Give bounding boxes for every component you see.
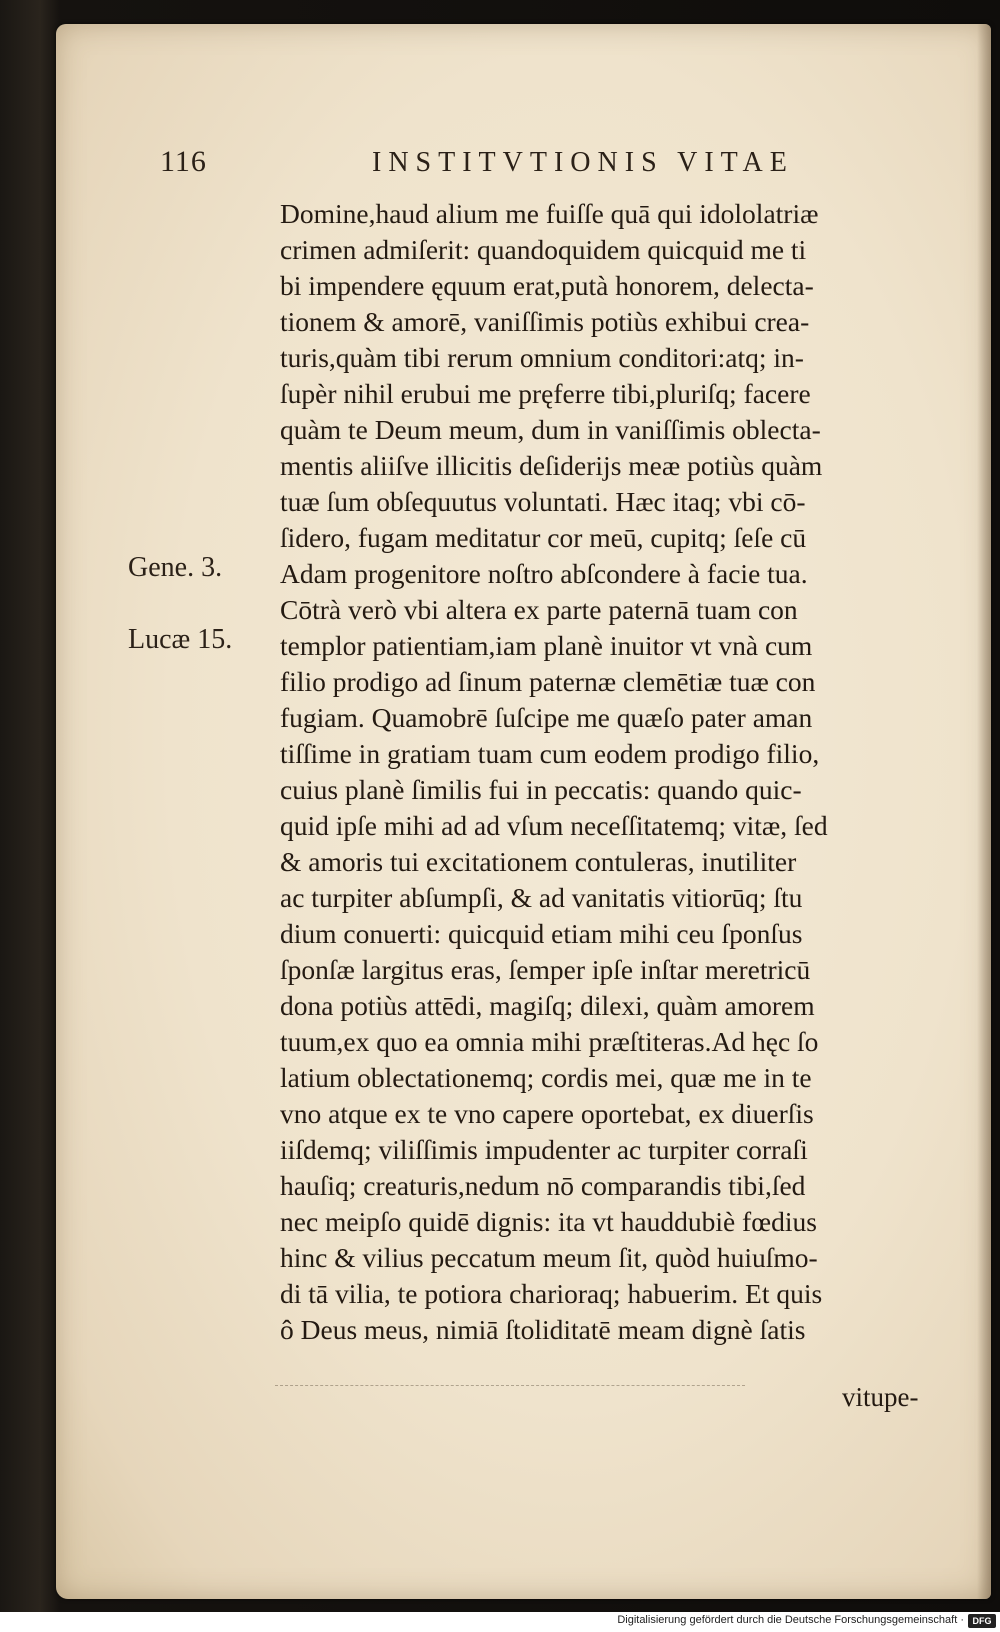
text-line: tuum,ex quo ea omnia mihi præſtiteras.Ad hęc ſo bbox=[280, 1026, 819, 1057]
text-line: ſupèr nihil erubui me pręferre tibi,pluriſq; facere bbox=[280, 378, 811, 409]
text-line: ſidero, fugam meditatur cor meū, cupitq; ſeſe cū bbox=[280, 522, 807, 553]
text-line: dium conuerti: quicquid etiam mihi ceu ſponſus bbox=[280, 918, 803, 949]
text-line: dona potiùs attēdi, magiſq; dilexi, quàm amorem bbox=[280, 990, 815, 1021]
margin-note-genesis: Gene. 3. bbox=[128, 552, 223, 583]
text-line: ô Deus meus, nimiā ſtoliditatē meam dignè ſatis bbox=[280, 1314, 806, 1345]
text-line: mentis aliiſve illicitis deſiderijs meæ potiùs quàm bbox=[280, 450, 823, 481]
page-edge-shadow bbox=[977, 24, 991, 1599]
text-line: nec meipſo quidē dignis: ita vt hauddubiè fœdius bbox=[280, 1206, 817, 1237]
text-line: Domine,haud alium me fuiſſe quā qui idololatriæ bbox=[280, 198, 819, 229]
text-line: tionem & amorē, vaniſſimis potiùs exhibui crea- bbox=[280, 306, 810, 337]
text-line: turis,quàm tibi rerum omnium conditori:atq; in- bbox=[280, 342, 804, 373]
text-line: ſponſæ largitus eras, ſemper ipſe inſtar meretricū bbox=[280, 954, 811, 985]
text-line: hinc & vilius peccatum meum ſit, quòd huiuſmo- bbox=[280, 1242, 818, 1273]
text-line: crimen admiſerit: quandoquidem quicquid me ti bbox=[280, 234, 807, 265]
text-line: latium oblectationemq; cordis mei, quæ me in te bbox=[280, 1062, 812, 1093]
text-line: fugiam. Quamobrē ſuſcipe me quæſo pater aman bbox=[280, 702, 813, 733]
text-line: ac turpiter abſumpſi, & ad vanitatis vitiorūq; ſtu bbox=[280, 882, 803, 913]
page-number: 116 bbox=[160, 145, 207, 178]
running-head: INSTITVTIONIS VITAE bbox=[372, 147, 794, 178]
text-line: bi impendere ęquum erat,putà honorem, delecta- bbox=[280, 270, 814, 301]
catchword: vitupe- bbox=[842, 1382, 919, 1412]
margin-note-luke: Lucæ 15. bbox=[128, 624, 233, 655]
text-line: di tā vilia, te potiora charioraq; habuerim. Et quis bbox=[280, 1278, 823, 1309]
text-line: & amoris tui excitationem contuleras, inutiliter bbox=[280, 846, 797, 877]
text-line: vno atque ex te vno capere oportebat, ex diuerſis bbox=[280, 1098, 814, 1129]
text-line: Adam progenitore noſtro abſcondere à facie tua. bbox=[280, 558, 808, 589]
text-line: Cōtrà verò vbi altera ex parte paternā tuam con bbox=[280, 594, 798, 625]
text-line: tuæ ſum obſequutus voluntati. Hæc itaq; vbi cō- bbox=[280, 486, 806, 517]
body-text bbox=[280, 196, 960, 1348]
footer-credit: Digitalisierung gefördert durch die Deutsche Forschungsgemeinschaft · bbox=[617, 1614, 964, 1626]
text-line: quid ipſe mihi ad ad vſum neceſſitatemq; vitæ, ſed bbox=[280, 810, 828, 841]
text-line: templor patientiam,iam planè inuitor vt vnà cum bbox=[280, 630, 813, 661]
text-line: cuius planè ſimilis fui in peccatis: quando quic- bbox=[280, 774, 802, 805]
text-line: tiſſime in gratiam tuam cum eodem prodigo filio, bbox=[280, 738, 820, 769]
text-line: iiſdemq; viliſſimis impudenter ac turpiter corraſi bbox=[280, 1134, 808, 1165]
text-line: filio prodigo ad ſinum paternæ clemētiæ tuæ con bbox=[280, 666, 816, 697]
text-line: quàm te Deum meum, dum in vaniſſimis oblecta- bbox=[280, 414, 821, 445]
text-line: hauſiq; creaturis,nedum nō comparandis tibi,ſed bbox=[280, 1170, 806, 1201]
dfg-logo-icon: DFG bbox=[968, 1614, 996, 1628]
print-mark-rule bbox=[275, 1385, 745, 1386]
